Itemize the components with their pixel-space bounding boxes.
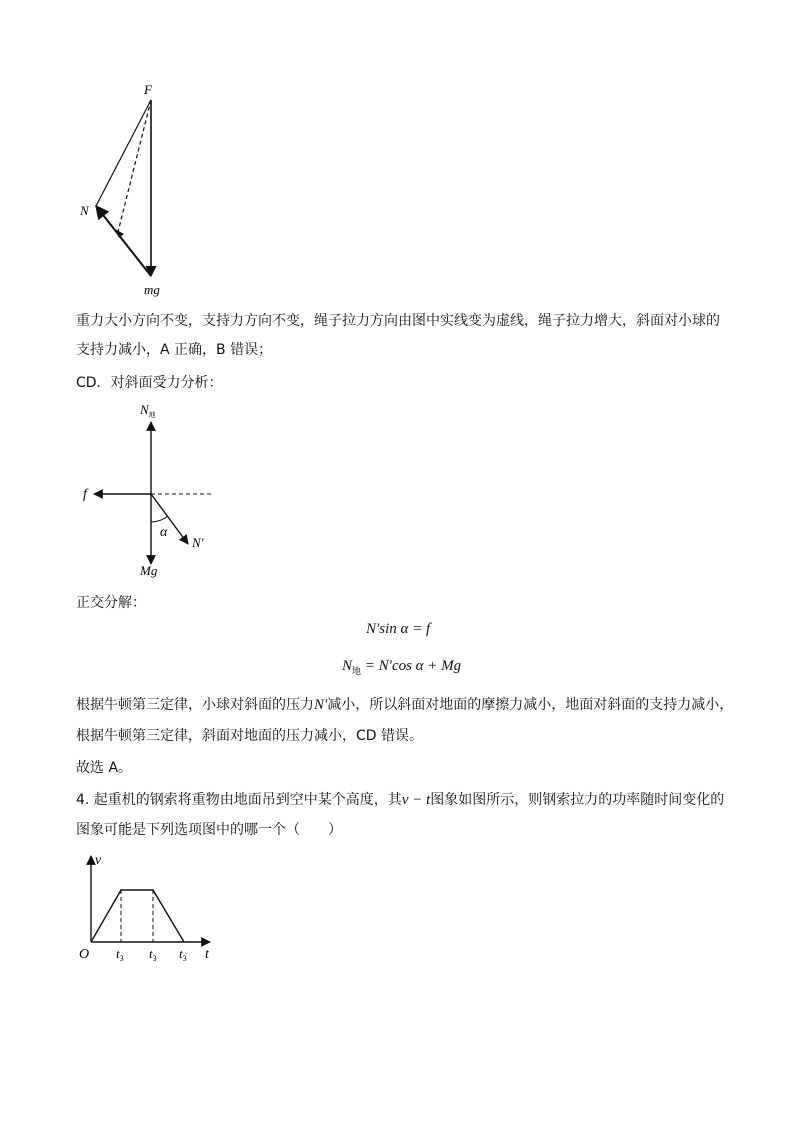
cd-heading: CD．对斜面受力分析： xyxy=(76,375,223,391)
label-Mg: Mg xyxy=(140,563,158,578)
equation-2 xyxy=(342,658,461,677)
explanation-line-1: 重力大小方向不变，支持力方向不变，绳子拉力方向由图中实线变为虚线，绳子拉力增大，斜面对小球的 xyxy=(76,313,720,329)
pressure-force xyxy=(151,494,188,544)
label-f: f xyxy=(83,487,87,502)
normal-force-vector xyxy=(96,206,151,276)
label-N-ground: $N_地$ xyxy=(140,402,156,419)
label-N-prime: N′ xyxy=(192,535,204,550)
label-t: t xyxy=(205,947,209,962)
q4-1b: 图象如图所示，则钢索拉力的功率随时间变化的 xyxy=(430,792,725,808)
incline-force-figure xyxy=(78,398,228,583)
reasoning-1a: 根据牛顿第三定律，小球对斜面的压力 xyxy=(76,697,314,713)
label-v: v xyxy=(95,853,102,868)
eq2-lhs: N xyxy=(342,658,353,674)
explanation-line-2: 支持力减小，A 正确，B 错误； xyxy=(76,342,273,358)
reasoning-line-2: 根据牛顿第三定律，斜面对地面的压力减小，CD 错误。 xyxy=(76,728,424,744)
eq2-sub: 地 xyxy=(352,666,362,676)
vt-graph xyxy=(74,850,224,968)
tick-label-2: $t_3$ xyxy=(149,946,157,963)
tick-label-3: $t_3$ xyxy=(179,946,187,963)
q4-1a: 4. 起重机的钢索将重物由地面吊到空中某个高度，其 xyxy=(76,792,402,808)
alpha-arc xyxy=(151,516,168,522)
tick-label-1: $t_3$ xyxy=(116,946,124,963)
vt-trapezoid xyxy=(91,890,184,942)
tension-dashed-line xyxy=(117,100,151,236)
answer-line: 故选 A。 xyxy=(76,760,133,776)
label-F: F xyxy=(144,82,152,97)
equation-1: N′sin α = f xyxy=(366,621,431,637)
label-mg: mg xyxy=(144,282,160,297)
question-4-line-1 xyxy=(76,790,724,810)
q4-sym: v − t xyxy=(401,792,431,808)
reasoning-sym: N′ xyxy=(314,697,328,713)
force-triangle-figure xyxy=(70,78,180,300)
eq2-rhs: = N′cos α + Mg xyxy=(361,658,462,674)
label-O: O xyxy=(79,947,90,962)
orthogonal-heading: 正交分解： xyxy=(76,595,146,611)
reasoning-line-1 xyxy=(76,695,733,715)
label-alpha: α xyxy=(160,525,168,540)
label-N: N xyxy=(80,203,89,218)
tension-solid-line xyxy=(96,100,151,206)
question-4-line-2: 图象可能是下列选项图中的哪一个（ ） xyxy=(76,822,342,838)
reasoning-1b: 减小，所以斜面对地面的摩擦力减小，地面对斜面的支持力减小， xyxy=(327,697,734,713)
